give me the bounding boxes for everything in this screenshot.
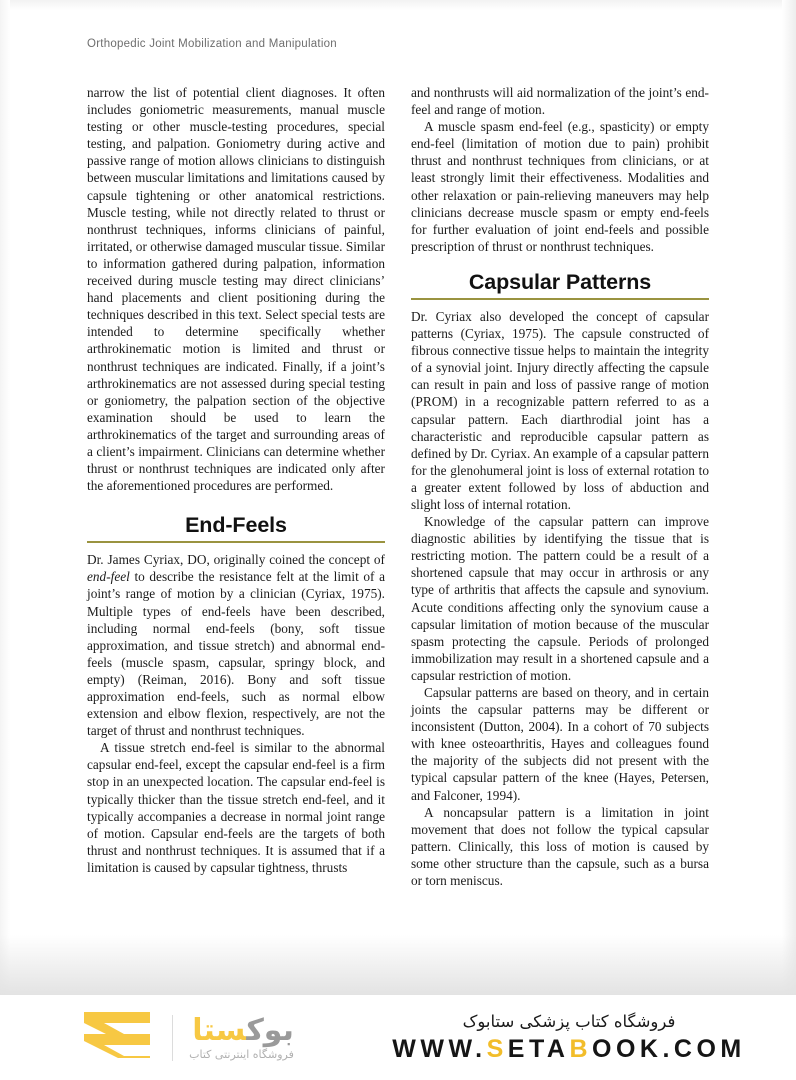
paragraph: Capsular patterns are based on theory, and in certain joints the capsular patterns may be different or inconsistent (Dutton, 2004). In a cohort of 70 subjects with knee osteoarthritis, Hayes and colleagues found the majority of the subjects did not present with the typical capsular pattern of the knee (Hayes, Petersen, and Falconer, 1994). xyxy=(411,685,709,803)
brand-tagline: فروشگاه اینترنتی کتاب xyxy=(189,1047,294,1061)
page-edge-shading-top xyxy=(0,0,796,10)
url-letter-b: B xyxy=(569,1034,593,1063)
url-part-ookcom: OOK.COM xyxy=(592,1034,746,1063)
section-heading-block-end-feels xyxy=(87,512,385,543)
brand-wordmark-gray: بوک xyxy=(246,1012,294,1048)
paragraph-text-post: to describe the resistance felt at the limit of a joint’s range of motion by a clinician (Cyriax, 1975). Multiple types of end-feels have been described, including normal end-feels (bony, soft tissue approximation, and tissue stretch) and abnormal end-feels (muscle spasm, capsular, springy block, and empty) (Reiman, 2016). Bony and soft tissue approximation end-feels, such as normal elbow extension and elbow flexion, respectively, are not the target of thrust and nonthrust techniques. xyxy=(87,569,385,739)
running-head: Orthopedic Joint Mobilization and Manipulation xyxy=(87,38,337,50)
footer-site-info[interactable] xyxy=(360,1012,796,1064)
paragraph: narrow the list of potential client diagnoses. It often includes goniometric measurements, manual muscle testing or other muscle-testing procedures, special testing, and palpation. Goniometry during active and passive range of motion allows clinicians to distinguish between muscular limitations and limitations caused by capsule tightening or other anatomical restrictions. Muscle testing, while not directly related to thrust or nonthrust techniques, informs clinicians of painful, irritated, or otherwise damaged muscular tissue. Similar to information gathered during palpation, information received during muscle testing may direct clinicians’ hand placements and client positioning during the techniques described in this text. Select special tests are intended to determine specifically whether arthrokinematic motion is limited and thrust or nonthrust techniques are indicated. Finally, if a joint’s arthrokinematics are not assessed during special testing or goniometry, the palpation section of the objective examination should be used to learn the arthrokinematics of the target and surrounding areas of a client’s impairment. Clinicians can determine whether thrust or nonthrust techniques are indicated only after the aforementioned procedures are performed. xyxy=(87,85,385,494)
paragraph xyxy=(87,551,385,739)
footer-watermark-banner xyxy=(0,995,796,1080)
brand-logo-group[interactable] xyxy=(0,1010,360,1065)
paragraph: A tissue stretch end-feel is similar to the abnormal capsular end-feel, except the capsular end-feel is a firm stop in an unexpected location. The capsular end-feel is typically thicker than the tissue stretch end-feel, and it typically accompanies a decrease in normal joint range of motion. Capsular end-feels are the targets of both thrust and nonthrust techniques. It is assumed that if a limitation is caused by capsular tightness, thrusts xyxy=(87,740,385,875)
brand-wordmark-gold: ستا xyxy=(192,1012,247,1048)
footer-website-url[interactable] xyxy=(392,1035,745,1064)
brand-wordmark xyxy=(189,1012,294,1061)
right-column xyxy=(411,84,709,889)
url-letter-s: S xyxy=(486,1034,508,1063)
url-part-eta: ETA xyxy=(507,1034,570,1063)
section-heading: Capsular Patterns xyxy=(411,269,709,300)
left-column xyxy=(87,84,385,889)
emphasized-term: end-feel xyxy=(87,569,130,585)
url-part-www: WWW. xyxy=(392,1034,487,1063)
page-edge-shading-right xyxy=(782,0,796,995)
paragraph: A muscle spasm end-feel (e.g., spasticity) or empty end-feel (limitation of motion due to pain) prohibit thrust and nonthrust techniques from clinicians, or at least strongly limit their effectiveness. Modalities and other relaxation or pain-relieving maneuvers may help clinicians decrease muscle spasm or empty end-feels for further evaluation of joint end-feels and possible prescription of thrust or nonthrust techniques. xyxy=(411,119,709,254)
logo-divider xyxy=(172,1015,173,1061)
setabook-chevron-logo-icon xyxy=(80,1010,156,1065)
page-edge-shading-left xyxy=(0,0,10,995)
paragraph-text-pre: Dr. James Cyriax, DO, originally coined the concept of xyxy=(87,552,385,568)
paragraph: Dr. Cyriax also developed the concept of capsular patterns (Cyriax, 1975). The capsule constructed of fibrous connective tissue helps to maintain the integrity of a synovial joint. Injury directly affecting the capsule can result in pain and loss of passive range of motion (PROM) in a recognizable pattern referred to as a capsular pattern. Each diarthrodial joint has a characteristic and reproducible capsular pattern as defined by Dr. Cyriax. An example of a capsular pattern for the glenohumeral joint is loss of external rotation to a greater extent followed by loss of abduction and slight loss of internal rotation. xyxy=(411,308,709,512)
section-heading-block-capsular-patterns xyxy=(411,269,709,300)
page-edge-shading-bottom xyxy=(0,935,796,995)
two-column-text-body xyxy=(87,84,709,889)
brand-wordmark-text xyxy=(192,1012,294,1048)
paragraph: and nonthrusts will aid normalization of the joint’s end-feel and range of motion. xyxy=(411,85,709,118)
section-heading: End-Feels xyxy=(87,512,385,543)
paragraph: Knowledge of the capsular pattern can improve diagnostic abilities by identifying the tissue that is restricting motion. The pattern could be a result of a shortened capsule that may occur in arthrosis or any type of arthritis that affects the capsule and synovium. Acute conditions affecting only the synovium cause a capsular limitation of motion because of the muscular spasm protecting the capsule. Periods of prolonged immobilization may result in a shortened capsule and a capsular restriction of motion. xyxy=(411,514,709,683)
paragraph: A noncapsular pattern is a limitation in joint movement that does not follow the typical capsular pattern. Clinically, this loss of motion is caused by some other structure than the capsule, such as a bursa or torn meniscus. xyxy=(411,804,709,889)
footer-tagline-fa: فروشگاه کتاب پزشکی ستابوک xyxy=(462,1011,676,1031)
